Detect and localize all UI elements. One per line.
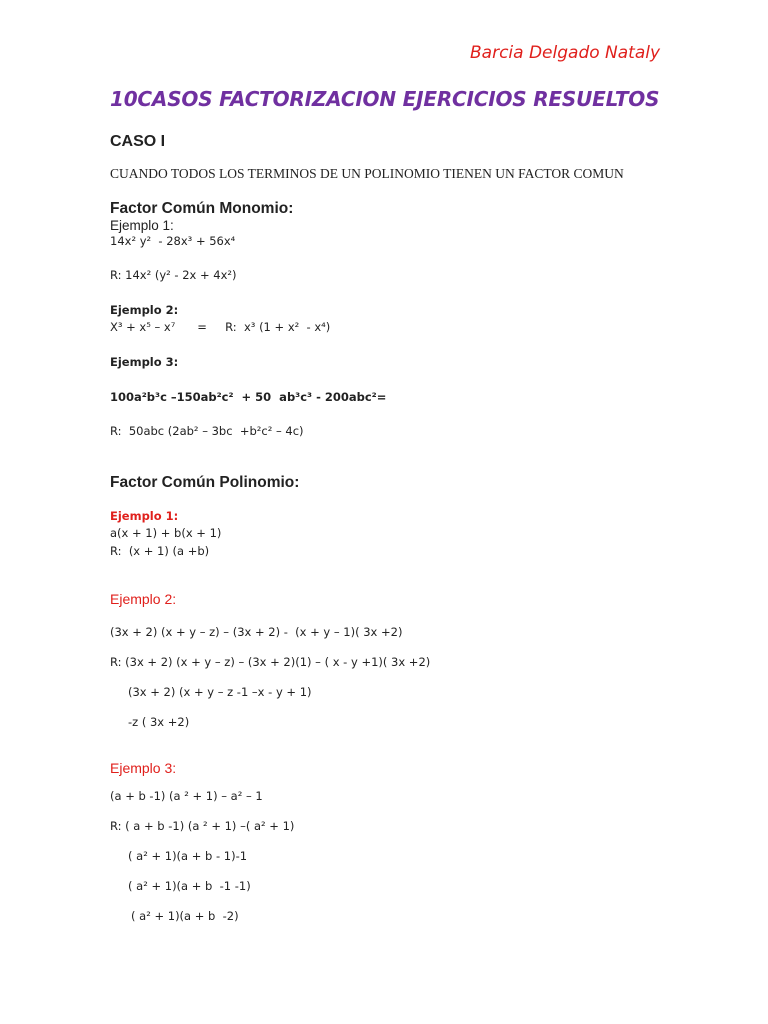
polinomio-example-3-line: ( a² + 1)(a + b -1 -1) — [128, 879, 251, 893]
polinomio-heading: Factor Común Polinomio: — [110, 474, 300, 491]
polinomio-example-1-label: Ejemplo 1: — [110, 509, 179, 523]
polinomio-example-3-line: ( a² + 1)(a + b - 1)-1 — [128, 849, 248, 863]
polinomio-example-2-label: Ejemplo 2: — [110, 591, 177, 607]
polinomio-example-2-line: -z ( 3x +2) — [128, 715, 190, 729]
monomio-heading: Factor Común Monomio: — [110, 200, 294, 217]
monomio-example-3-answer: R: 50abc (2ab² – 3bc +b²c² – 4c) — [110, 424, 304, 438]
monomio-example-2-label: Ejemplo 2: — [110, 303, 179, 317]
monomio-example-2-line: X³ + x⁵ – x⁷ = R: x³ (1 + x² - x⁴) — [110, 320, 331, 334]
case-heading: CASO I — [110, 133, 166, 150]
polinomio-example-2-line: (3x + 2) (x + y – z) – (3x + 2) - (x + y – 1)( 3x +2) — [110, 625, 403, 639]
document-title: 10CASOS FACTORIZACION EJERCICIOS RESUELTOS — [110, 87, 660, 111]
polinomio-example-3-line: ( a² + 1)(a + b -2) — [131, 909, 239, 923]
monomio-example-1-answer: R: 14x² (y² - 2x + 4x²) — [110, 268, 237, 282]
polinomio-example-3-line: R: ( a + b -1) (a ² + 1) –( a² + 1) — [110, 819, 295, 833]
polinomio-example-1-answer: R: (x + 1) (a +b) — [110, 544, 210, 558]
monomio-example-1-problem: 14x² y² - 28x³ + 56x⁴ — [110, 234, 236, 248]
monomio-example-3-label: Ejemplo 3: — [110, 355, 179, 369]
author-name: Barcia Delgado Nataly — [470, 43, 661, 63]
polinomio-example-3-label: Ejemplo 3: — [110, 760, 177, 776]
polinomio-example-3-line: (a + b -1) (a ² + 1) – a² – 1 — [110, 789, 263, 803]
monomio-example-3-problem: 100a²b³c –150ab²c² + 50 ab³c³ - 200abc²= — [110, 390, 387, 404]
polinomio-example-1-problem: a(x + 1) + b(x + 1) — [110, 526, 222, 540]
polinomio-example-2-line: R: (3x + 2) (x + y – z) – (3x + 2)(1) – ( x - y +1)( 3x +2) — [110, 655, 431, 669]
case-description: CUANDO TODOS LOS TERMINOS DE UN POLINOMIO TIENEN UN FACTOR COMUN — [110, 166, 624, 181]
monomio-example-1-label: Ejemplo 1: — [110, 218, 174, 233]
polinomio-example-2-line: (3x + 2) (x + y – z -1 –x - y + 1) — [128, 685, 312, 699]
